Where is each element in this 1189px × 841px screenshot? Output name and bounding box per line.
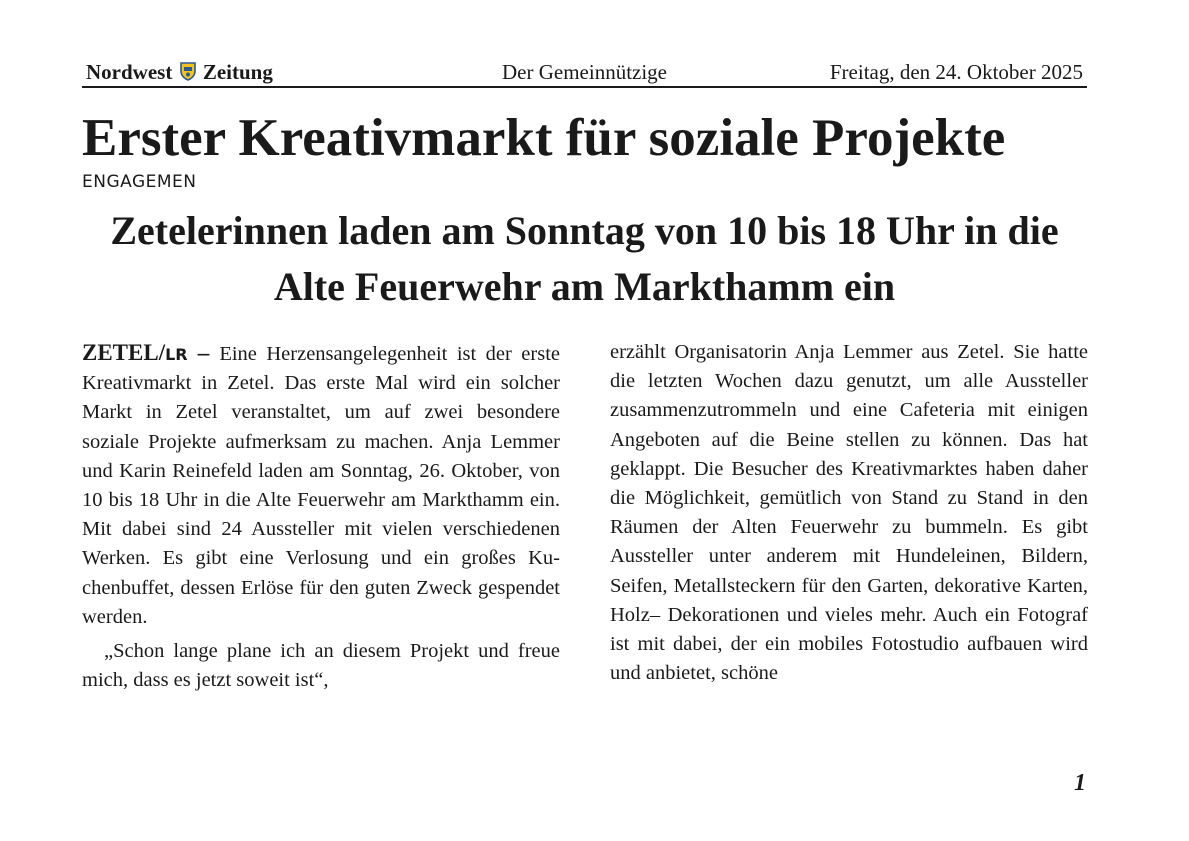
kicker: ENGAGEMEN xyxy=(82,172,197,192)
article-paragraph-continued: erzählt Organisatorin Anja Lemmer aus Zetel. Sie hatte die letzten Wochen dazu genutzt, um alle Aussteller zusammenzutrommeln und eine Cafeteria mit einigen Angeboten auf die Beine stellen zu können. Das hat geklappt. Die Besucher des Kreativmarktes haben daher die Möglichkeit, gemütlich von Stand zu Stand in den Räumen der Alten Feuerwehr zu bummeln. Es gibt Aussteller unter anderem mit Hundeleinen, Bildern, Seifen, Metallsteckern für den Garten, dekorative Karten, Holz– Dekorationen und vieles mehr. Auch ein Fotograf ist mit dabei, der ein mobiles Fotostudio aufbauen wird und anbietet, schöne xyxy=(610,341,1088,685)
paragraph-text: Eine Herzensangelegenheit ist der erste Kreativmarkt in Zetel. Das erste Mal wird ein solcher Markt in Zetel veranstaltet, um auf zwei besondere soziale Projekte aufmerksam zu machen. Anja Lemmer und Karin Reinefeld laden am Sonntag, 26. Oktober, von 10 bis 18 Uhr in die Alte Feuerwehr am Markthamm ein. Mit dabei sind 24 Aussteller mit vielen verschiedenen Werken. Es gibt eine Verlosung und ein großes Kuchenbuffet, dessen Erlöse für den guten Zweck gespendet werden. xyxy=(82,343,561,628)
page-number: 1 xyxy=(1074,770,1086,796)
section-title: Der Gemeinnützige xyxy=(501,60,668,84)
article-paragraph xyxy=(82,338,560,632)
masthead-name-left: Nordwest xyxy=(86,60,173,84)
dateline-dash: – xyxy=(187,340,220,365)
article-column-right xyxy=(610,338,1088,688)
masthead-name-right: Zeitung xyxy=(202,60,273,84)
page-header xyxy=(82,58,1087,88)
subheadline: Zetelerinnen laden am Sonntag von 10 bis 18 Uhr in die Alte Feuerwehr am Markthamm ein xyxy=(110,208,1059,309)
article-paragraph-quote: „Schon lange plane ich an diesem Projekt und freue mich, dass es jetzt soweit ist“, xyxy=(82,640,560,692)
issue-date: Freitag, den 24. Oktober 2025 xyxy=(829,60,1083,84)
agency-label: LR xyxy=(165,345,188,364)
dateline: ZETEL/ xyxy=(82,340,166,365)
headline: Erster Kreativmarkt für soziale Projekte xyxy=(82,109,1006,167)
coat-of-arms-icon xyxy=(180,62,196,86)
article-column-left xyxy=(82,338,560,695)
masthead xyxy=(86,60,273,86)
